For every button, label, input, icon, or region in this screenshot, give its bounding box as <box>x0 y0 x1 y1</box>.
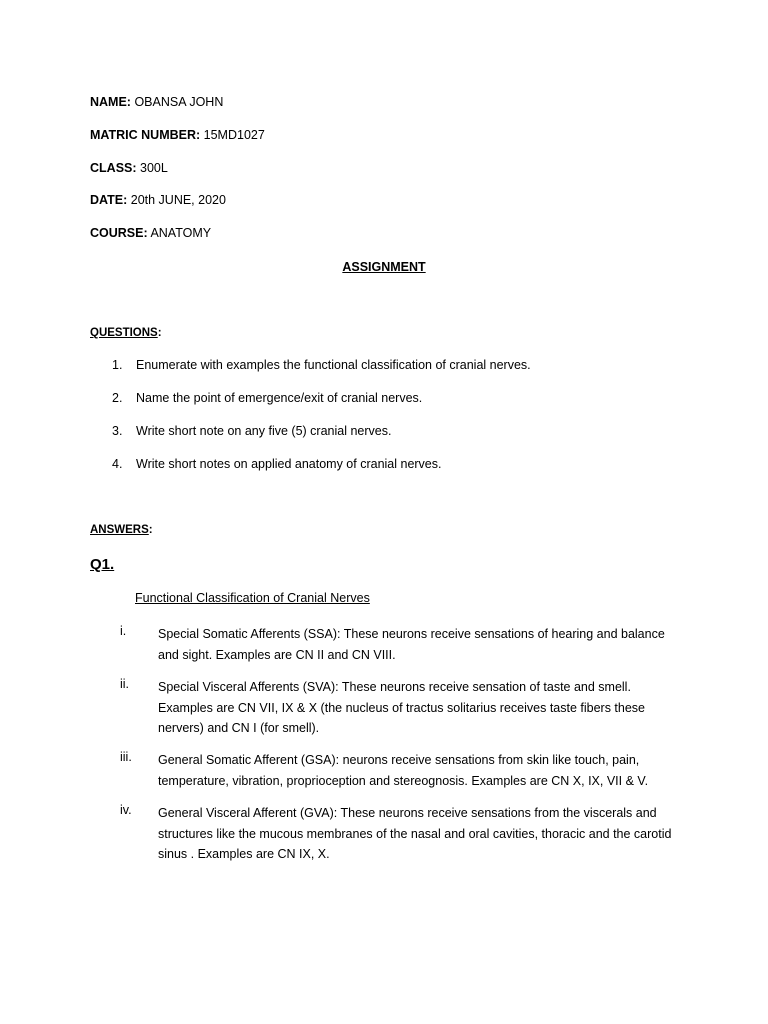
q1-heading: Q1. <box>90 556 115 573</box>
answers-heading <box>90 524 153 536</box>
matric-label: MATRIC NUMBER: <box>90 128 201 142</box>
question-text: Enumerate with examples the functional classification of cranial nerves. <box>136 358 531 372</box>
question-item <box>112 391 422 405</box>
question-number: 3. <box>112 424 123 438</box>
course-label: COURSE: <box>90 226 148 240</box>
question-number: 1. <box>112 358 123 372</box>
date-value: 20th JUNE, 2020 <box>127 193 226 207</box>
question-number: 2. <box>112 391 123 405</box>
matric-line <box>90 128 265 142</box>
classification-subheading: Functional Classification of Cranial Nerves <box>135 591 370 605</box>
answer-item <box>120 750 680 791</box>
name-line <box>90 95 223 109</box>
question-item <box>112 358 531 372</box>
question-text: Write short note on any five (5) cranial nerves. <box>136 424 392 438</box>
answer-text: Special Somatic Afferents (SSA): These neurons receive sensations of hearing and balance and sight. Examples are CN II and CN VIII. <box>158 627 665 662</box>
class-line <box>90 161 168 175</box>
answer-text: Special Visceral Afferents (SVA): These neurons receive sensation of taste and smell. Examples are CN VII, IX & X (the nucleus of tractus solitarius receives taste fibers these nervers) and CN I (for smell). <box>158 680 646 735</box>
answer-numeral: iii. <box>120 750 132 764</box>
answer-numeral: ii. <box>120 677 130 691</box>
questions-heading <box>90 327 162 339</box>
answer-item <box>120 624 680 665</box>
answer-text: General Visceral Afferent (GVA): These neurons receive sensations from the viscerals and structures like the mucous membranes of the nasal and oral cavities, thoracic and the carotid sinus . Examples are CN IX, X. <box>158 806 672 861</box>
name-value: OBANSA JOHN <box>130 95 224 109</box>
answers-heading-label: ANSWERS <box>90 524 149 536</box>
answer-item <box>120 803 680 865</box>
question-number: 4. <box>112 457 123 471</box>
name-label: NAME: <box>90 95 131 109</box>
answer-item <box>120 677 680 739</box>
questions-heading-colon: : <box>157 327 162 339</box>
question-item <box>112 457 442 471</box>
answers-heading-colon: : <box>148 524 153 536</box>
answer-numeral: iv. <box>120 803 132 817</box>
class-value: 300L <box>136 161 168 175</box>
course-line <box>90 226 211 240</box>
class-label: CLASS: <box>90 161 137 175</box>
course-value: ANATOMY <box>147 226 212 240</box>
answer-text: General Somatic Afferent (GSA): neurons receive sensations from skin like touch, pain, temperature, vibration, proprioception and stereognosis. Examples are CN X, IX, VII & V. <box>158 753 649 788</box>
answer-numeral: i. <box>120 624 127 638</box>
matric-value: 15MD1027 <box>200 128 265 142</box>
question-text: Name the point of emergence/exit of cranial nerves. <box>136 391 423 405</box>
question-item <box>112 424 391 438</box>
questions-heading-label: QUESTIONS <box>90 327 158 339</box>
assignment-title: ASSIGNMENT <box>342 260 426 274</box>
date-line <box>90 193 226 207</box>
date-label: DATE: <box>90 193 128 207</box>
question-text: Write short notes on applied anatomy of cranial nerves. <box>136 457 442 471</box>
